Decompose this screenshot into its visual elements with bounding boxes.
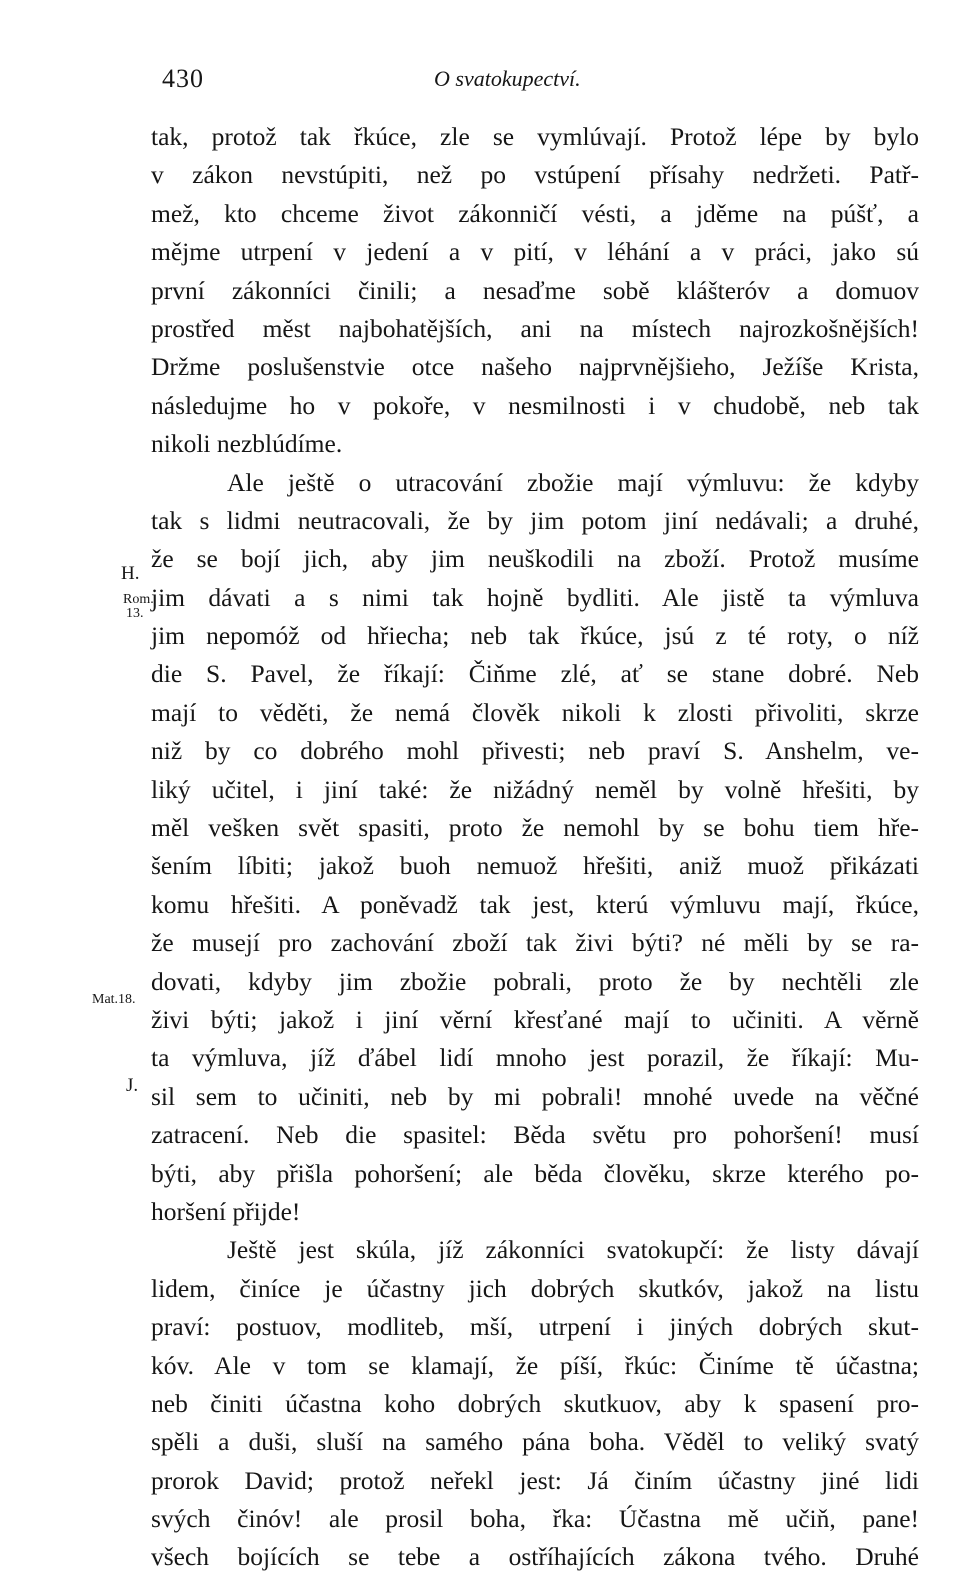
text-line: všech bojících se tebe a ostříhajících zákona tvého. Druhé	[151, 1542, 919, 1572]
margin-note-rom-13: 13.	[126, 606, 144, 621]
text-line: nikoli nezblúdíme.	[151, 429, 343, 459]
text-line: jim nepomóž od hřiecha; neb tak řkúce, jsú z té roty, o níž	[151, 621, 919, 651]
page-number: 430	[162, 64, 204, 93]
text-line: komu hřešiti. A poněvadž tak jest, kterú výmluvu mají, řkúce,	[151, 889, 919, 919]
text-line: šením líbiti; jakož buoh nemuož hřešiti, aniž muož přikázati	[151, 851, 919, 881]
text-line: že se bojí jich, aby jim neuškodili na zboží. Protož musíme	[151, 544, 919, 574]
text-line: neb činiti účastna koho dobrých skutkuov, aby k spasení pro-	[151, 1388, 919, 1418]
text-line: jim dávati a s nimi tak hojně bydliti. Ale jistě ta výmluva	[151, 582, 919, 612]
text-line: zatracení. Neb die spasitel: Běda světu pro pohoršení! musí	[151, 1120, 919, 1150]
running-title: O svatokupectví.	[434, 66, 581, 91]
text-line: první zákonníci činili; a nesaďme sobě klášteróv a domuov	[151, 275, 919, 305]
text-line: následujme ho v pokoře, v nesmilnosti i v chudobě, neb tak	[151, 390, 919, 420]
text-line: liký učitel, i jiní také: že nižádný neměl by volně hřešiti, by	[151, 774, 919, 804]
text-line: die S. Pavel, že říkají: Čiňme zlé, ať se stane dobré. Neb	[151, 659, 919, 689]
text-line: dovati, kdyby jim zbožie pobrali, proto že by nechtěli zle	[151, 966, 919, 996]
text-line: živi býti; jakož i jiní věrní křesťané mají to učiniti. A věrně	[151, 1004, 919, 1034]
body-text	[151, 118, 919, 1577]
paragraph-start-line: Ještě jest skúla, jíž zákonníci svatokupčí: že listy dávají	[227, 1235, 919, 1265]
margin-note-rom: Rom.	[123, 592, 154, 607]
text-line: kóv. Ale v tom se klamají, že píší, řkúc: Činíme tě účastna;	[151, 1350, 919, 1380]
margin-note-j: J.	[126, 1075, 139, 1096]
text-line: spěli a duši, sluší na samého pána boha. Věděl to veliký svatý	[151, 1427, 919, 1457]
text-line: prostřed měst najbohatějších, ani na místech najrozkošnějších!	[151, 313, 919, 343]
margin-note-h: H.	[121, 563, 140, 584]
page-header	[162, 64, 922, 94]
text-line: býti, aby přišla pohoršení; ale běda člověku, skrze kterého po-	[151, 1158, 919, 1188]
text-line: horšení přijde!	[151, 1196, 301, 1226]
text-line: Držme poslušenstvie otce našeho najprvnějšieho, Ježíše Krista,	[151, 352, 919, 382]
text-line: praví: postuov, modliteb, mší, utrpení i jiných dobrých skut-	[151, 1312, 919, 1342]
text-line: tak, protož tak řkúce, zle se vymlúvají. Protož lépe by bylo	[151, 122, 919, 151]
margin-note-mat-18: Mat.18.	[92, 992, 136, 1007]
text-line: mež, kto chceme život zákonničí vésti, a jděme na púšť, a	[151, 198, 919, 228]
text-line: ta výmluva, jíž ďábel lidí mnoho jest porazil, že říkají: Mu-	[151, 1043, 919, 1073]
text-line: niž by co dobrého mohl přivesti; neb praví S. Anshelm, ve-	[151, 736, 919, 766]
text-line: lidem, činíce je účastny jich dobrých skutkóv, jakož na listu	[151, 1273, 919, 1303]
text-line: sil sem to učiniti, neb by mi pobrali! mnohé uvede na věčné	[151, 1081, 919, 1111]
text-line: měl vešken svět spasiti, proto že nemohl by se bohu tiem hře-	[151, 813, 919, 843]
text-line: svých činóv! ale prosil boha, řka: Účastna mě učiň, pane!	[151, 1504, 919, 1534]
text-line: prorok David; protož neřekl jest: Já činím účastny jiné lidi	[151, 1465, 919, 1495]
text-line: tak s lidmi neutracovali, že by jim potom jiní nedávali; a druhé,	[151, 505, 919, 535]
text-line: mají to věděti, že nemá člověk nikoli k zlosti přivoliti, skrze	[151, 697, 919, 727]
paragraph-start-line: Ale ještě o utracování zbožie mají výmluvu: že kdyby	[227, 467, 919, 497]
text-line: v zákon nevstúpiti, než po vstúpení přísahy nedržeti. Patř-	[151, 160, 919, 190]
text-line: že musejí pro zachování zboží tak živi býti? né měli by se ra-	[151, 928, 919, 958]
text-line: mějme utrpení v jedení a v pití, v léhání a v práci, jako sú	[151, 237, 919, 267]
